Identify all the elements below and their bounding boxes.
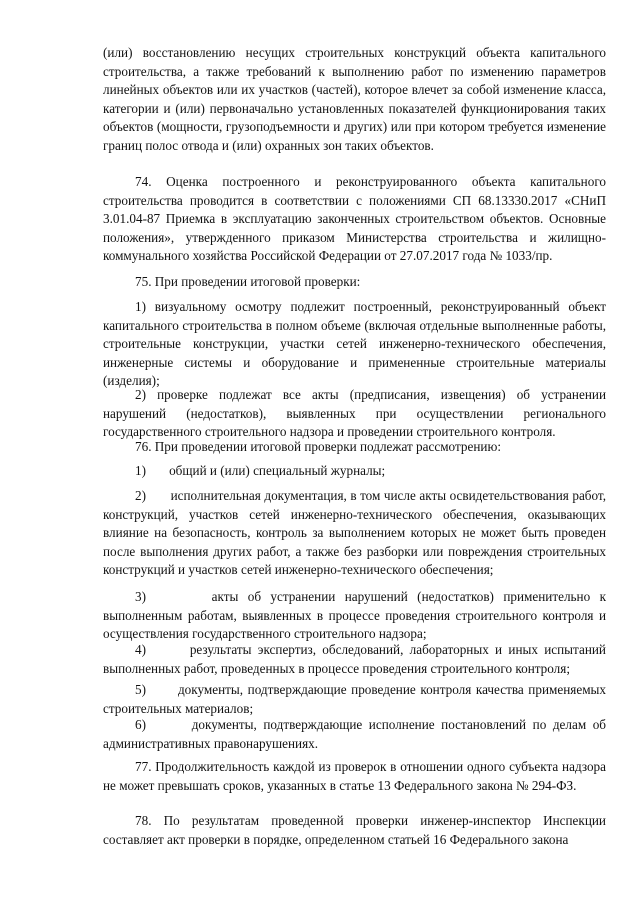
paragraph-76-item-6: 6) документы, подтверждающие исполнение постановлений по делам об административных правонарушениях.	[103, 717, 606, 751]
paragraph-76: 76. При проведении итоговой проверки подлежат рассмотрению:	[135, 439, 501, 454]
paragraph-76-item-5: 5) документы, подтверждающие проведение контроля качества применяемых строительных материалов;	[103, 682, 606, 716]
paragraph-76-item-1: 1) общий и (или) специальный журналы;	[135, 463, 386, 478]
paragraph-75-item-1: 1) визуальному осмотру подлежит построенный, реконструированный объект капитального строительства в полном объеме (включая отдельные выполненные работы, строительные конструкции, участки сетей инженерно-технического обеспечения, инженерные системы и оборудование и примененные строительные материалы (изделия);	[103, 299, 606, 388]
paragraph-75: 75. При проведении итоговой проверки:	[135, 274, 361, 289]
paragraph-76-item-3: 3) акты об устранении нарушений (недостатков) применительно к выполненным работам, выявленных в процессе проведения строительного контроля и осуществления государственного строительного надзора;	[103, 589, 606, 641]
paragraph-73-continuation: (или) восстановлению несущих строительных конструкций объекта капитального строительства, а также требований к выполнению работ по изменению параметров линейных объектов или их участков (частей), которое влечет за собой изменение класса, категории и (или) первоначально установленных показателей функционирования таких объектов (мощности, грузоподъемности и других) или при котором требуется изменение границ полос отвода и (или) охранных зон таких объектов.	[103, 45, 606, 153]
paragraph-76-item-2: 2) исполнительная документация, в том числе акты освидетельствования работ, конструкций, участков сетей инженерно-технического обеспечения, оказывающих влияние на безопасность, контроль за выполнением которых не может быть проведен после выполнения других работ, а также без разборки или повреждения строительных конструкций и участков сетей инженерно-технического обеспечения;	[103, 488, 606, 577]
paragraph-78: 78. По результатам проведенной проверки инженер-инспектор Инспекции составляет акт проверки в порядке, определенном статьей 16 Федерального закона	[103, 813, 606, 847]
paragraph-77: 77. Продолжительность каждой из проверок в отношении одного субъекта надзора не может превышать сроков, указанных в статье 13 Федерального закона № 294-ФЗ.	[103, 759, 606, 793]
paragraph-75-item-2: 2) проверке подлежат все акты (предписания, извещения) об устранении нарушений (недостатков), выявленных при осуществлении регионального государственного строительного надзора и проведении строительного контроля.	[103, 387, 606, 439]
paragraph-74: 74. Оценка построенного и реконструированного объекта капитального строительства проводится в соответствии с положениями СП 68.13330.2017 «СНиП 3.01.04-87 Приемка в эксплуатацию законченных строительством объектов. Основные положения», утвержденного приказом Министерства строительства и жилищно-коммунального хозяйства Российской Федерации от 27.07.2017 года № 1033/пр.	[103, 174, 606, 263]
paragraph-76-item-4: 4) результаты экспертиз, обследований, лабораторных и иных испытаний выполненных работ, проведенных в процессе проведения строительного контроля;	[103, 642, 606, 676]
